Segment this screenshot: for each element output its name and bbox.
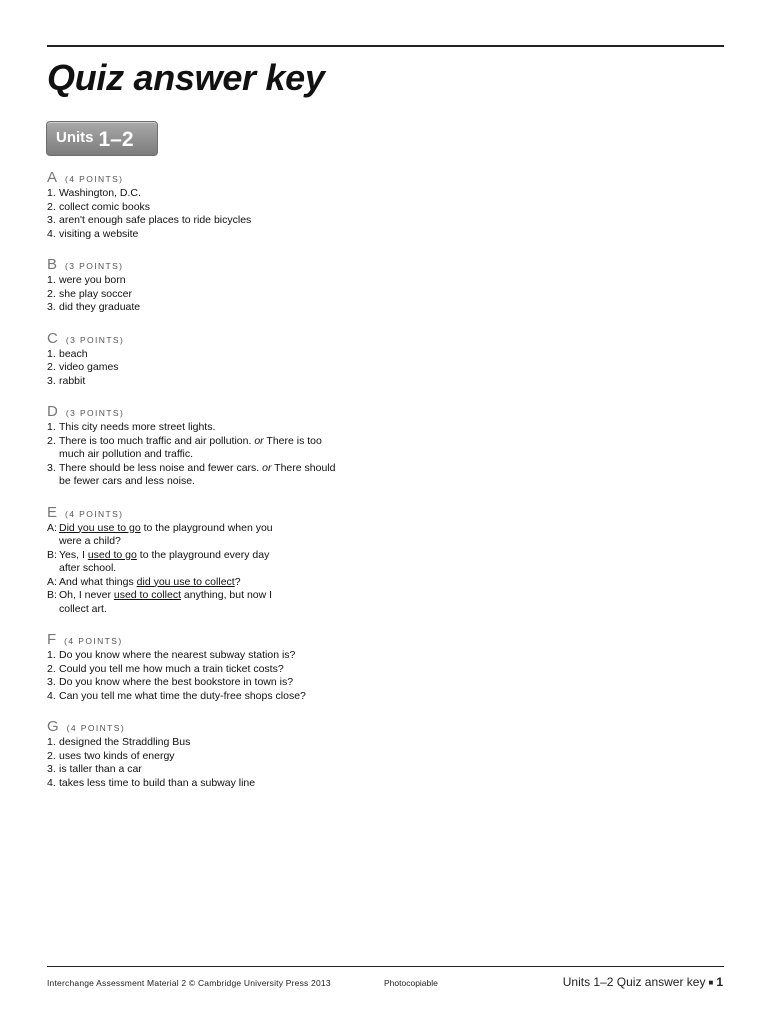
section-heading <box>47 720 377 735</box>
section-heading <box>47 633 377 648</box>
answer-label: 4. <box>47 776 56 789</box>
answer-line <box>47 535 377 549</box>
answer-label: A: <box>47 521 57 534</box>
section-letter: B <box>47 256 58 273</box>
answer-label: 3. <box>47 301 56 313</box>
answer-text <box>59 777 377 791</box>
answer-label: 2. <box>47 662 56 675</box>
answer-label: 1. <box>47 421 56 433</box>
section-heading <box>47 329 377 347</box>
answer-segment: Do you know where the best bookstore in town is? <box>59 676 294 688</box>
answer-line <box>47 750 377 764</box>
answer-segment: aren't enough safe places to ride bicycles <box>59 214 252 226</box>
answer-label <box>47 603 59 617</box>
answer-text <box>59 375 377 389</box>
answer-underlined: Did you use to go <box>59 521 141 534</box>
answer-text <box>59 736 377 750</box>
answer-label: 3. <box>47 374 56 387</box>
answer-line <box>47 288 377 302</box>
answer-text <box>59 421 377 435</box>
answer-text <box>59 274 377 288</box>
answer-line <box>47 375 377 389</box>
section-letter: C <box>47 329 58 347</box>
answer-label: 4. <box>47 689 56 702</box>
answer-line <box>47 187 377 201</box>
header-rule <box>47 45 724 47</box>
section-letter: A <box>47 169 58 186</box>
answer-label: 2. <box>47 200 56 213</box>
answer-text <box>59 750 377 764</box>
answer-text <box>59 763 377 777</box>
answer-label: 1. <box>47 649 56 661</box>
answer-text <box>59 228 377 242</box>
answer-segment: Yes, I <box>59 548 88 561</box>
section-points: (4 POINTS) <box>65 508 124 519</box>
answer-text <box>59 214 377 228</box>
answer-segment: ? <box>234 575 241 588</box>
answer-line <box>47 690 377 704</box>
answer-segment: visiting a website <box>59 227 139 240</box>
answer-line <box>47 462 377 476</box>
answer-line <box>47 589 377 603</box>
answer-segment: video games <box>59 361 119 373</box>
answer-label: 1. <box>47 736 56 748</box>
answer-segment: or <box>262 461 272 474</box>
answer-line <box>47 576 377 590</box>
answer-segment: much air pollution and traffic. <box>59 448 194 460</box>
section-points: (3 POINTS) <box>65 261 124 271</box>
answer-line <box>47 763 377 777</box>
answer-segment: or <box>254 434 264 447</box>
answer-line <box>47 676 377 690</box>
answer-line <box>47 736 377 750</box>
answer-text <box>59 649 377 663</box>
answer-line <box>47 201 377 215</box>
answer-label: B: <box>47 548 57 561</box>
answer-text <box>59 522 377 536</box>
answer-segment: There should be less noise and fewer cars. <box>59 461 263 474</box>
answer-line <box>47 435 377 449</box>
answer-text <box>59 576 377 590</box>
answer-segment: rabbit <box>59 374 86 387</box>
answer-segment: she play soccer <box>59 287 132 300</box>
section-e <box>47 503 377 617</box>
answer-line <box>47 301 377 315</box>
answer-line <box>47 562 377 576</box>
section-letter: E <box>47 503 58 521</box>
answer-line <box>47 475 377 489</box>
section-letter: G <box>47 718 59 735</box>
footer-separator-icon: ■ <box>708 978 714 987</box>
answer-line <box>47 522 377 536</box>
answer-line <box>47 603 377 617</box>
answer-segment: collect art. <box>59 602 107 615</box>
answer-segment: be fewer cars and less noise. <box>59 475 195 487</box>
answer-segment: after school. <box>59 562 117 574</box>
answer-text <box>59 603 377 617</box>
answer-segment: were a child? <box>59 535 121 547</box>
section-points: (4 POINTS) <box>65 174 124 184</box>
section-letter: F <box>47 631 57 648</box>
answer-label: 2. <box>47 287 56 300</box>
answer-segment: Oh, I never <box>59 589 114 601</box>
section-heading <box>47 258 377 273</box>
section-points: (3 POINTS) <box>65 408 125 418</box>
section-heading <box>47 405 377 420</box>
answer-text <box>59 435 377 449</box>
section-heading <box>47 503 377 521</box>
section-g <box>47 720 377 790</box>
answer-text <box>59 690 377 704</box>
answer-line <box>47 549 377 563</box>
answer-segment: There is too <box>263 434 322 447</box>
answer-label: 4. <box>47 227 56 240</box>
answer-label: 3. <box>47 676 56 688</box>
answer-label: B: <box>47 589 57 601</box>
answer-segment: is taller than a car <box>59 763 142 775</box>
answer-label: 2. <box>47 749 56 762</box>
answer-segment: designed the Straddling Bus <box>59 736 191 748</box>
answer-underlined: used to go <box>87 548 137 561</box>
answer-line <box>47 649 377 663</box>
answer-text <box>59 462 377 476</box>
answer-text <box>59 562 377 576</box>
footer-photocopiable: Photocopiable <box>384 978 438 988</box>
section-a <box>47 171 377 241</box>
section-points: (4 POINTS) <box>66 723 126 733</box>
answer-line <box>47 348 377 362</box>
footer-title: Units 1–2 Quiz answer key <box>562 975 706 989</box>
answer-line <box>47 361 377 375</box>
answer-text <box>59 535 377 549</box>
answer-segment: Can you tell me what time the duty-free shops close? <box>59 689 306 702</box>
answer-line <box>47 777 377 791</box>
page-title: Quiz answer key <box>47 57 325 98</box>
section-points: (3 POINTS) <box>65 334 125 345</box>
answer-segment: Washington, D.C. <box>59 187 141 199</box>
units-badge-numbers: 1–2 <box>98 127 134 151</box>
answer-text <box>59 475 377 489</box>
answer-label: 1. <box>47 187 56 199</box>
answer-segment: collect comic books <box>59 200 151 213</box>
answer-segment: takes less time to build than a subway line <box>59 776 256 789</box>
answer-line <box>47 663 377 677</box>
answer-line <box>47 228 377 242</box>
answer-text <box>59 361 377 375</box>
answer-line <box>47 274 377 288</box>
answer-label: 3. <box>47 214 56 226</box>
section-points: (4 POINTS) <box>64 636 123 646</box>
units-badge <box>46 121 158 156</box>
answer-text <box>59 663 377 677</box>
answer-label: 1. <box>47 347 56 360</box>
answer-label: A: <box>47 575 57 588</box>
answer-segment: beach <box>59 347 88 360</box>
answer-text <box>59 288 377 302</box>
answer-text <box>59 348 377 362</box>
answer-segment: anything, but now I <box>180 589 273 601</box>
section-b <box>47 258 377 315</box>
answer-segment: were you born <box>59 274 126 286</box>
answer-text <box>59 589 377 603</box>
answer-segment: did they graduate <box>59 301 141 313</box>
answer-text <box>59 448 377 462</box>
answer-segment: Do you know where the nearest subway station is? <box>59 649 296 661</box>
footer-rule <box>47 966 724 967</box>
footer-page-label <box>563 975 723 989</box>
answer-line <box>47 421 377 435</box>
answer-text <box>59 201 377 215</box>
section-f <box>47 633 377 703</box>
answer-segment: And what things <box>59 575 137 588</box>
answer-label <box>47 535 59 549</box>
section-c <box>47 329 377 389</box>
answer-segment: to the playground every day <box>136 548 270 561</box>
answer-segment: There should <box>271 461 336 474</box>
units-badge-word: Units <box>56 128 94 146</box>
answer-segment: Could you tell me how much a train ticket costs? <box>59 662 284 675</box>
section-d <box>47 405 377 489</box>
answer-segment: to the playground when you <box>140 521 273 534</box>
section-letter: D <box>47 403 58 420</box>
answer-label <box>47 448 59 462</box>
answer-segment: uses two kinds of energy <box>59 749 175 762</box>
answer-text <box>59 187 377 201</box>
answer-label: 2. <box>47 434 56 447</box>
footer-copyright: Interchange Assessment Material 2 © Cambridge University Press 2013 <box>47 978 331 988</box>
answer-line <box>47 214 377 228</box>
answer-segment: There is too much traffic and air pollution. <box>59 434 255 447</box>
answer-underlined: did you use to collect <box>136 575 235 588</box>
answer-text <box>59 676 377 690</box>
answer-label: 3. <box>47 461 56 474</box>
section-heading <box>47 171 377 186</box>
page-number: 1 <box>716 975 723 989</box>
answer-sections <box>47 171 377 807</box>
answer-text <box>59 549 377 563</box>
answer-label <box>47 475 59 489</box>
answer-label: 2. <box>47 361 56 373</box>
answer-segment: This city needs more street lights. <box>59 421 216 433</box>
answer-underlined: used to collect <box>113 589 181 601</box>
answer-label: 1. <box>47 274 56 286</box>
answer-label: 3. <box>47 763 56 775</box>
answer-text <box>59 301 377 315</box>
answer-line <box>47 448 377 462</box>
answer-label <box>47 562 59 576</box>
